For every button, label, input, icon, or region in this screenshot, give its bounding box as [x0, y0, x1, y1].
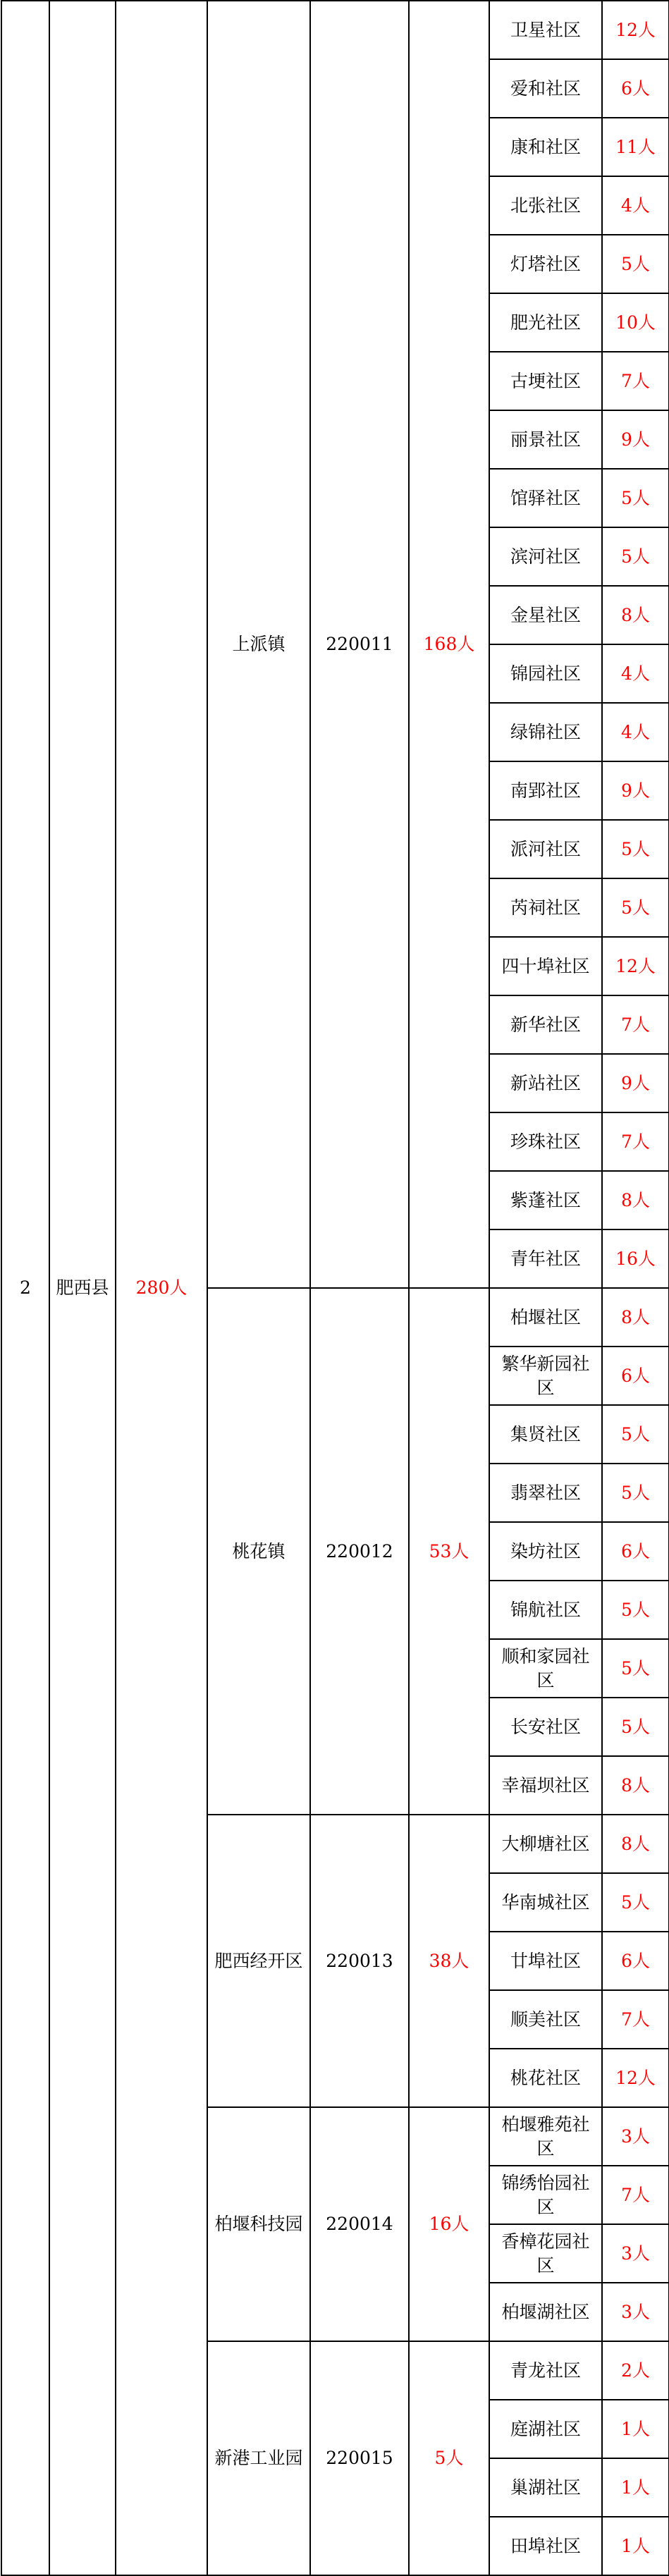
community-name-cell: 锦航社区	[489, 1581, 602, 1639]
community-count-cell: 12人	[602, 1, 669, 59]
community-count-cell: 5人	[602, 1873, 669, 1932]
community-name-cell: 顺美社区	[489, 1990, 602, 2049]
community-count-cell: 6人	[602, 59, 669, 118]
community-count-cell: 9人	[602, 761, 669, 820]
community-count-cell: 1人	[602, 2400, 669, 2458]
community-count-cell: 7人	[602, 1112, 669, 1171]
community-name-cell: 丽景社区	[489, 410, 602, 469]
town-count-cell: 53人	[409, 1288, 489, 1815]
town-count-cell: 168人	[409, 1, 489, 1288]
community-name-cell: 华南城社区	[489, 1873, 602, 1932]
community-name-cell: 珍珠社区	[489, 1112, 602, 1171]
town-name-cell: 桃花镇	[207, 1288, 310, 1815]
town-name-cell: 柏堰科技园	[207, 2107, 310, 2341]
community-name-cell: 派河社区	[489, 820, 602, 878]
community-count-cell: 5人	[602, 1698, 669, 1756]
town-code-cell: 220012	[310, 1288, 409, 1815]
community-name-cell: 卫星社区	[489, 1, 602, 59]
community-name-cell: 青龙社区	[489, 2341, 602, 2400]
community-name-cell: 滨河社区	[489, 527, 602, 586]
community-name-cell: 灯塔社区	[489, 235, 602, 293]
community-name-cell: 康和社区	[489, 118, 602, 176]
community-name-cell: 柏堰社区	[489, 1288, 602, 1347]
community-count-cell: 11人	[602, 118, 669, 176]
community-name-cell: 四十埠社区	[489, 937, 602, 995]
community-name-cell: 顺和家园社区	[489, 1639, 602, 1698]
community-name-cell: 肥光社区	[489, 293, 602, 352]
community-name-cell: 芮祠社区	[489, 878, 602, 937]
community-count-cell: 5人	[602, 1639, 669, 1698]
town-count-cell: 16人	[409, 2107, 489, 2341]
community-count-cell: 12人	[602, 2049, 669, 2107]
community-name-cell: 廿埠社区	[489, 1932, 602, 1990]
community-name-cell: 北张社区	[489, 176, 602, 235]
town-name-cell: 上派镇	[207, 1, 310, 1288]
community-name-cell: 紫蓬社区	[489, 1171, 602, 1229]
community-name-cell: 田埠社区	[489, 2517, 602, 2575]
community-count-cell: 8人	[602, 1815, 669, 1873]
community-name-cell: 大柳塘社区	[489, 1815, 602, 1873]
table-row	[1, 1, 669, 59]
community-count-cell: 8人	[602, 1288, 669, 1347]
community-name-cell: 锦园社区	[489, 644, 602, 703]
community-count-cell: 9人	[602, 1054, 669, 1112]
community-count-cell: 5人	[602, 1405, 669, 1464]
community-name-cell: 青年社区	[489, 1229, 602, 1288]
community-count-cell: 7人	[602, 1990, 669, 2049]
community-name-cell: 巢湖社区	[489, 2458, 602, 2517]
community-count-cell: 6人	[602, 1522, 669, 1581]
community-name-cell: 香樟花园社区	[489, 2224, 602, 2283]
community-count-cell: 5人	[602, 469, 669, 527]
community-name-cell: 集贤社区	[489, 1405, 602, 1464]
community-count-cell: 1人	[602, 2458, 669, 2517]
community-name-cell: 柏堰雅苑社区	[489, 2107, 602, 2166]
town-count-cell: 5人	[409, 2341, 489, 2575]
community-name-cell: 金星社区	[489, 586, 602, 644]
community-name-cell: 庭湖社区	[489, 2400, 602, 2458]
community-count-cell: 8人	[602, 1756, 669, 1815]
community-count-cell: 3人	[602, 2224, 669, 2283]
community-count-cell: 7人	[602, 2166, 669, 2224]
community-name-cell: 繁华新园社区	[489, 1347, 602, 1405]
community-count-cell: 7人	[602, 995, 669, 1054]
community-count-cell: 4人	[602, 703, 669, 761]
community-count-cell: 4人	[602, 176, 669, 235]
district-name-cell: 肥西县	[49, 1, 116, 2575]
town-code-cell: 220013	[310, 1815, 409, 2107]
table-body	[1, 1, 669, 2575]
community-name-cell: 幸福坝社区	[489, 1756, 602, 1815]
community-count-cell: 5人	[602, 820, 669, 878]
community-count-cell: 2人	[602, 2341, 669, 2400]
community-name-cell: 长安社区	[489, 1698, 602, 1756]
community-count-cell: 5人	[602, 1581, 669, 1639]
allocation-table	[1, 0, 669, 2576]
community-count-cell: 12人	[602, 937, 669, 995]
community-name-cell: 南郢社区	[489, 761, 602, 820]
community-name-cell: 古埂社区	[489, 352, 602, 410]
town-code-cell: 220014	[310, 2107, 409, 2341]
community-count-cell: 5人	[602, 235, 669, 293]
community-count-cell: 6人	[602, 1347, 669, 1405]
community-count-cell: 3人	[602, 2283, 669, 2341]
community-name-cell: 桃花社区	[489, 2049, 602, 2107]
community-name-cell: 翡翠社区	[489, 1464, 602, 1522]
community-name-cell: 锦绣怡园社区	[489, 2166, 602, 2224]
community-name-cell: 柏堰湖社区	[489, 2283, 602, 2341]
community-count-cell: 8人	[602, 1171, 669, 1229]
community-count-cell: 5人	[602, 878, 669, 937]
community-count-cell: 1人	[602, 2517, 669, 2575]
community-count-cell: 5人	[602, 1464, 669, 1522]
district-total-cell: 280人	[116, 1, 207, 2575]
community-name-cell: 馆驿社区	[489, 469, 602, 527]
town-code-cell: 220011	[310, 1, 409, 1288]
town-count-cell: 38人	[409, 1815, 489, 2107]
community-name-cell: 新站社区	[489, 1054, 602, 1112]
community-count-cell: 4人	[602, 644, 669, 703]
town-code-cell: 220015	[310, 2341, 409, 2575]
community-count-cell: 9人	[602, 410, 669, 469]
town-name-cell: 肥西经开区	[207, 1815, 310, 2107]
community-name-cell: 绿锦社区	[489, 703, 602, 761]
community-count-cell: 8人	[602, 586, 669, 644]
town-name-cell: 新港工业园	[207, 2341, 310, 2575]
community-name-cell: 爱和社区	[489, 59, 602, 118]
community-count-cell: 5人	[602, 527, 669, 586]
district-index-cell: 2	[1, 1, 49, 2575]
community-name-cell: 新华社区	[489, 995, 602, 1054]
community-count-cell: 7人	[602, 352, 669, 410]
community-count-cell: 6人	[602, 1932, 669, 1990]
community-count-cell: 10人	[602, 293, 669, 352]
community-name-cell: 染坊社区	[489, 1522, 602, 1581]
community-count-cell: 3人	[602, 2107, 669, 2166]
community-count-cell: 16人	[602, 1229, 669, 1288]
